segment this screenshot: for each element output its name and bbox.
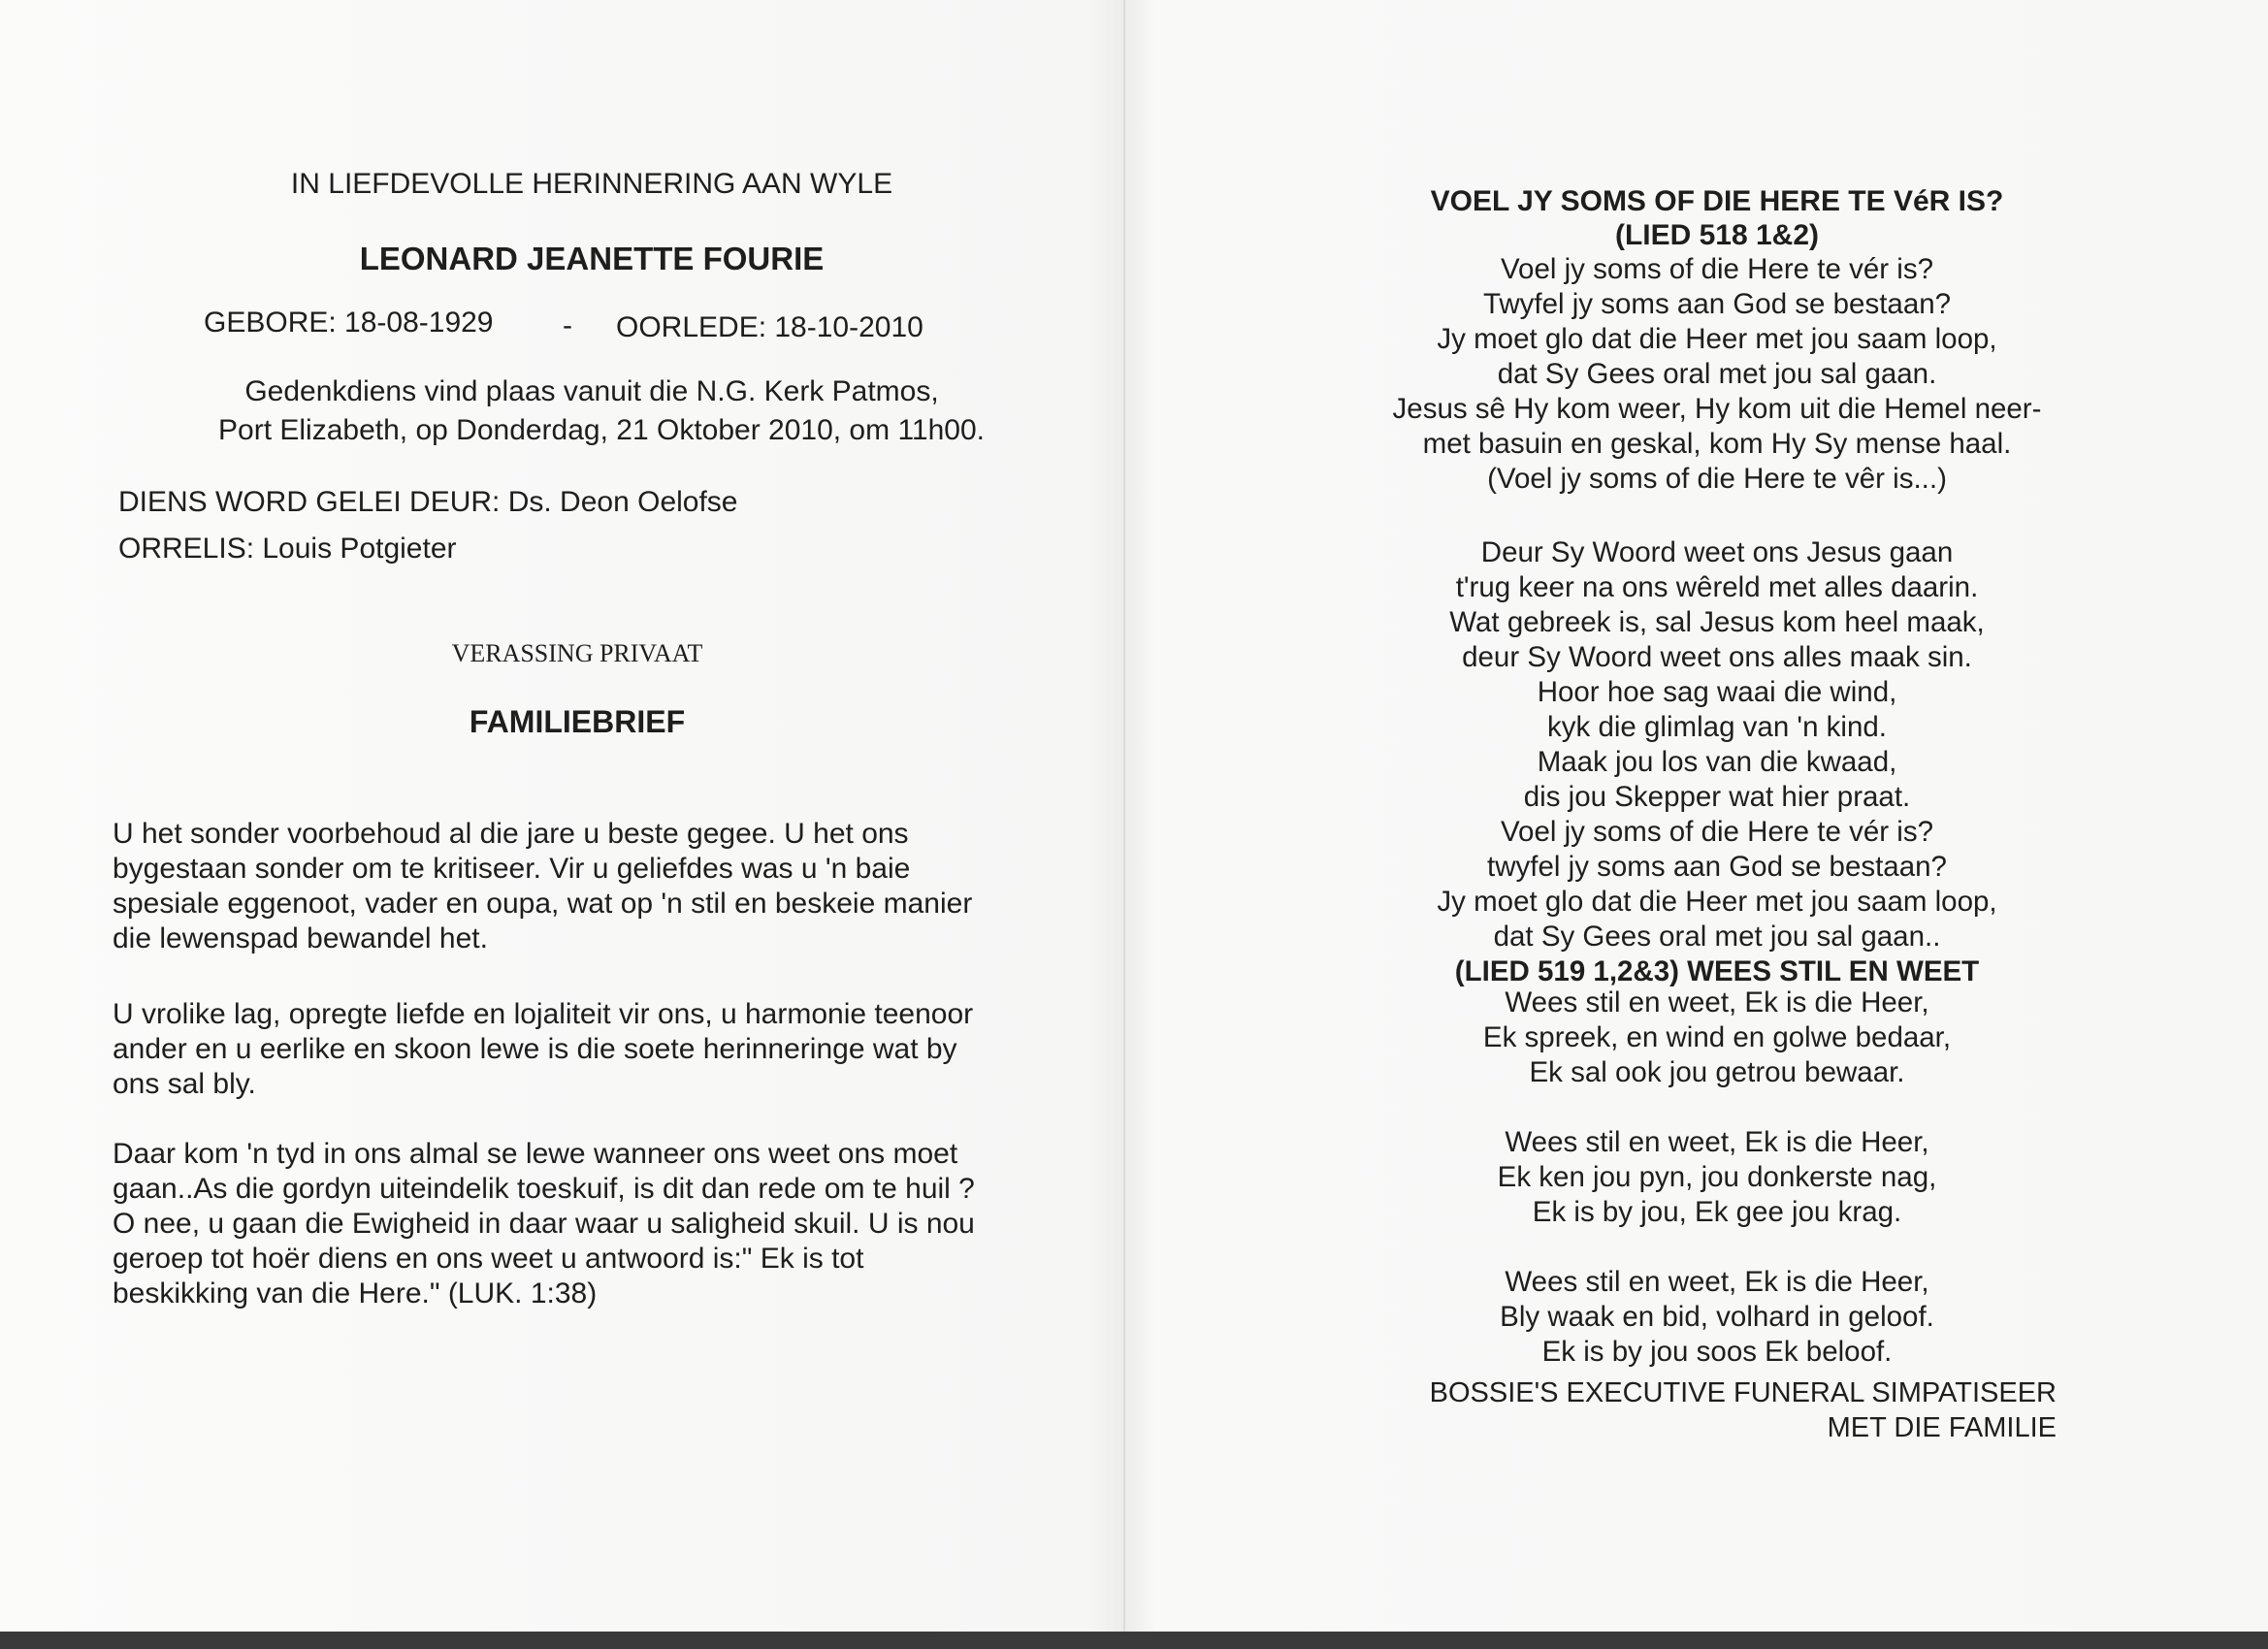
page-fold (1123, 0, 1125, 1632)
service-line-1: Gedenkdiens vind plaas vanuit die N.G. Kerk Patmos, (244, 375, 939, 407)
paragraph-line: die lewenspad bewandel het. (113, 922, 488, 954)
lyric-line: Jesus sê Hy kom weer, Hy kom uit die Hemel neer- (1392, 393, 2042, 425)
hymn-2-verse-3 (1290, 1265, 2144, 1370)
paragraph-line: spesiale eggenoot, vader en oupa, wat op 'n stil en beskeie manier (113, 888, 973, 920)
hymn-2-title: (LIED 519 1,2&3) WEES STIL EN WEET (1454, 955, 1980, 987)
birth-date: GEBORE: 18-08-1929 (204, 307, 494, 339)
lyric-line: dis jou Skepper wat hier praat. (1523, 781, 1911, 813)
paragraph-line: Daar kom 'n tyd in ons almal se lewe wanneer ons weet ons moet (113, 1138, 958, 1170)
lyric-line: Ek spreek, en wind en golwe bedaar, (1482, 1021, 1952, 1053)
lyric-line: Ek sal ook jou getrou bewaar. (1529, 1056, 1905, 1088)
credit-line: BOSSIE'S EXECUTIVE FUNERAL SIMPATISEER (1429, 1377, 2057, 1408)
lyric-line: Wees stil en weet, Ek is die Heer, (1505, 1126, 1929, 1158)
paragraph-line: gaan..As die gordyn uiteindelik toeskuif, is dit dan rede om te huil ? (113, 1173, 975, 1205)
lyric-line: Ek ken jou pyn, jou donkerste nag, (1497, 1161, 1937, 1193)
credit-line: MET DIE FAMILIE (1827, 1412, 2057, 1443)
paragraph-line: ons sal bly. (113, 1068, 256, 1100)
hymn-1-reference: (LIED 518 1&2) (1614, 219, 1820, 251)
death-date: OORLEDE: 18-10-2010 (616, 311, 923, 343)
hymn-1-title: VOEL JY SOMS OF DIE HERE TE VéR IS? (1430, 185, 2004, 217)
left-page (107, 0, 1077, 1630)
paragraph-line: ander en u eerlike en skoon lewe is die soete herinneringe wat by (113, 1033, 957, 1065)
lyric-line: Voel jy soms of die Here te vér is? (1501, 816, 1933, 848)
lyric-line: kyk die glimlag van 'n kind. (1547, 711, 1887, 743)
lyric-line: Deur Sy Woord weet ons Jesus gaan (1480, 536, 1954, 568)
lyric-line: dat Sy Gees oral met jou sal gaan. (1497, 358, 1937, 390)
paragraph-line: U vrolike lag, opregte liefde en lojaliteit vir ons, u harmonie teenoor (113, 998, 974, 1030)
letter-paragraph-2 (113, 997, 1083, 1102)
lyric-line: Jy moet glo dat die Heer met jou saam loop, (1437, 886, 1997, 918)
right-page (1290, 0, 2144, 1630)
lyric-line: Ek is by jou soos Ek beloof. (1541, 1336, 1893, 1368)
lyric-line: (Voel jy soms of die Here te vêr is...) (1487, 463, 1947, 495)
paragraph-line: geroep tot hoër diens en ons weet u antwoord is:" Ek is tot (113, 1243, 864, 1275)
lyric-line: Wees stil en weet, Ek is die Heer, (1505, 1266, 1929, 1298)
letter-paragraph-3 (113, 1137, 1083, 1311)
scan-edge (0, 1632, 2268, 1649)
paragraph-line: beskikking van die Here." (LUK. 1:38) (113, 1277, 598, 1310)
paragraph-line: U het sonder voorbehoud al die jare u beste gegee. U het ons (113, 818, 909, 850)
cremation-note: VERASSING PRIVAAT (451, 639, 703, 667)
lyric-line: met basuin en geskal, kom Hy Sy mense haal. (1422, 428, 2012, 460)
hymn-2-verse-1 (1290, 986, 2144, 1090)
lyric-line: Voel jy soms of die Here te vér is? (1501, 253, 1933, 285)
service-line-2: Port Elizabeth, op Donderdag, 21 Oktober 2010, om 11h00. (218, 414, 985, 446)
organist: ORRELIS: Louis Potgieter (118, 533, 457, 565)
lyric-line: t'rug keer na ons wêreld met alles daarin. (1455, 571, 1979, 603)
lyric-line: Ek is by jou, Ek gee jou krag. (1532, 1196, 1902, 1228)
lyric-line: deur Sy Woord weet ons alles maak sin. (1462, 641, 1972, 673)
letter-title: FAMILIEBRIEF (469, 704, 686, 739)
letter-paragraph-1 (113, 817, 1083, 956)
paragraph-line: bygestaan sonder om te kritiseer. Vir u geliefdes was u 'n baie (113, 853, 911, 885)
intro-line: IN LIEFDEVOLLE HERINNERING AAN WYLE (290, 168, 893, 200)
lyric-line: Jy moet glo dat die Heer met jou saam loop, (1437, 323, 1997, 355)
lyric-line: Maak jou los van die kwaad, (1537, 746, 1897, 778)
lyric-line: dat Sy Gees oral met jou sal gaan.. (1493, 921, 1941, 953)
hymn-1-verse-1 (1290, 252, 2144, 497)
deceased-name: LEONARD JEANETTE FOURIE (359, 241, 825, 276)
hymn-2-verse-2 (1290, 1125, 2144, 1230)
funeral-home-credit (1430, 1375, 2057, 1445)
lyric-line: Hoor hoe sag waai die wind, (1537, 676, 1897, 708)
officiant: DIENS WORD GELEI DEUR: Ds. Deon Oelofse (118, 486, 738, 518)
lyric-line: Wees stil en weet, Ek is die Heer, (1505, 986, 1929, 1018)
lyric-line: Bly waak en bid, volhard in geloof. (1500, 1301, 1934, 1333)
paragraph-line: O nee, u gaan die Ewigheid in daar waar u saligheid skuil. U is nou (113, 1208, 975, 1240)
lyric-line: Wat gebreek is, sal Jesus kom heel maak, (1449, 606, 1985, 638)
date-separator: - (563, 309, 572, 341)
hymn-1-verse-2 (1290, 535, 2144, 954)
lyric-line: twyfel jy soms aan God se bestaan? (1487, 851, 1947, 883)
lyric-line: Twyfel jy soms aan God se bestaan? (1482, 288, 1952, 320)
